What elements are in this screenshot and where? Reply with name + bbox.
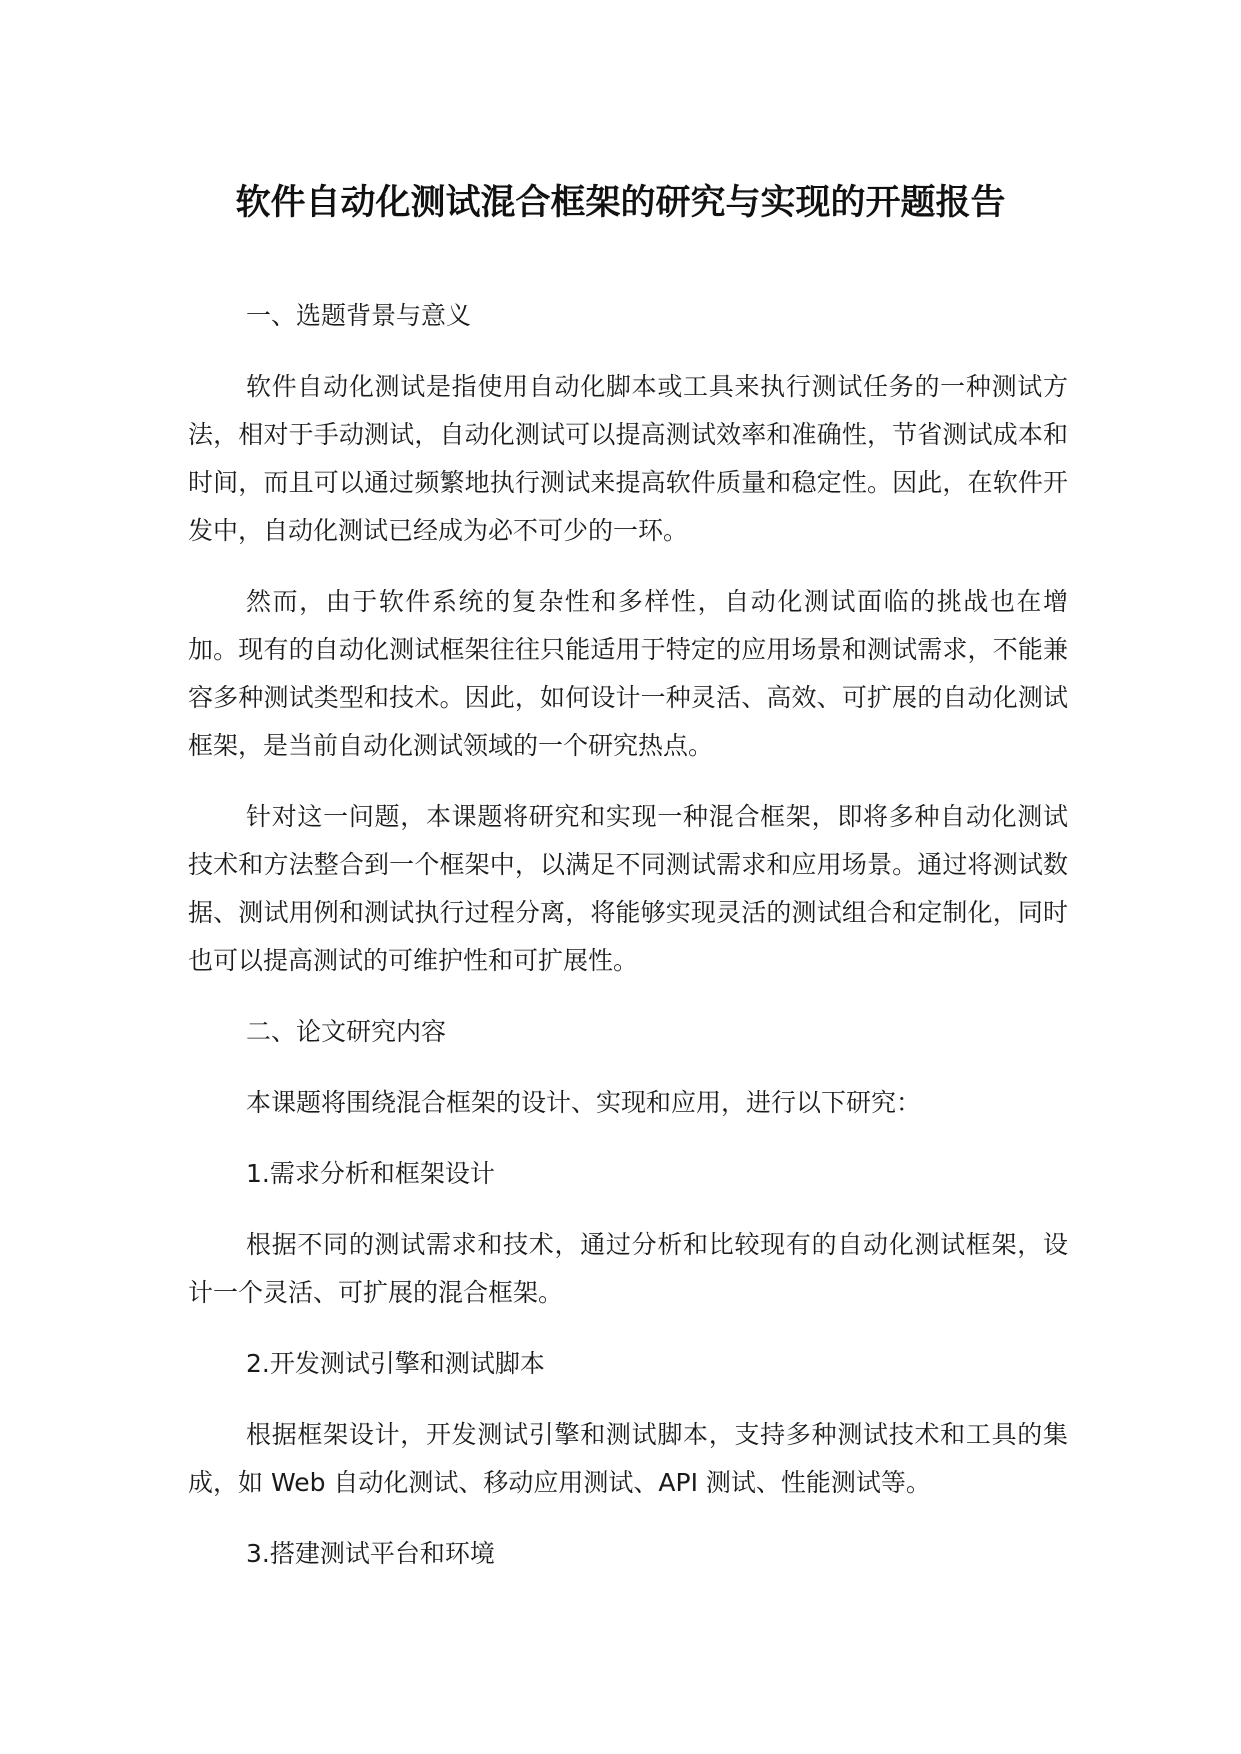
subheading-platform: 3.搭建测试平台和环境 <box>246 1539 495 1568</box>
document-body <box>188 292 1068 1601</box>
section-heading-background: 一、选题背景与意义 <box>246 301 472 330</box>
paragraph-challenges: 然而，由于软件系统的复杂性和多样性，自动化测试面临的挑战也在增加。现有的自动化测试框架往往只能适用于特定的应用场景和测试需求，不能兼容多种测试类型和技术。因此，如何设计一种灵活、高效、可扩展的自动化测试框架，是当前自动化测试领域的一个研究热点。 <box>188 587 1068 760</box>
section-heading-research: 二、论文研究内容 <box>246 1017 447 1046</box>
paragraph-approach: 针对这一问题，本课题将研究和实现一种混合框架，即将多种自动化测试技术和方法整合到一个框架中，以满足不同测试需求和应用场景。通过将测试数据、测试用例和测试执行过程分离，将能够实现灵活的测试组合和定制化，同时也可以提高测试的可维护性和可扩展性。 <box>188 802 1068 975</box>
subheading-requirements: 1.需求分析和框架设计 <box>246 1159 495 1188</box>
paragraph-intro: 软件自动化测试是指使用自动化脚本或工具来执行测试任务的一种测试方法，相对于手动测试，自动化测试可以提高测试效率和准确性，节省测试成本和时间，而且可以通过频繁地执行测试来提高软件质量和稳定性。因此，在软件开发中，自动化测试已经成为必不可少的一环。 <box>188 372 1068 545</box>
subheading-engine: 2.开发测试引擎和测试脚本 <box>246 1349 545 1378</box>
paragraph-engine: 根据框架设计，开发测试引擎和测试脚本，支持多种测试技术和工具的集成，如 Web 自动化测试、移动应用测试、API 测试、性能测试等。 <box>188 1420 1068 1497</box>
paragraph-requirements: 根据不同的测试需求和技术，通过分析和比较现有的自动化测试框架，设计一个灵活、可扩展的混合框架。 <box>188 1230 1068 1307</box>
paragraph-research-overview: 本课题将围绕混合框架的设计、实现和应用，进行以下研究： <box>246 1088 922 1117</box>
document-title: 软件自动化测试混合框架的研究与实现的开题报告 <box>235 183 1006 223</box>
